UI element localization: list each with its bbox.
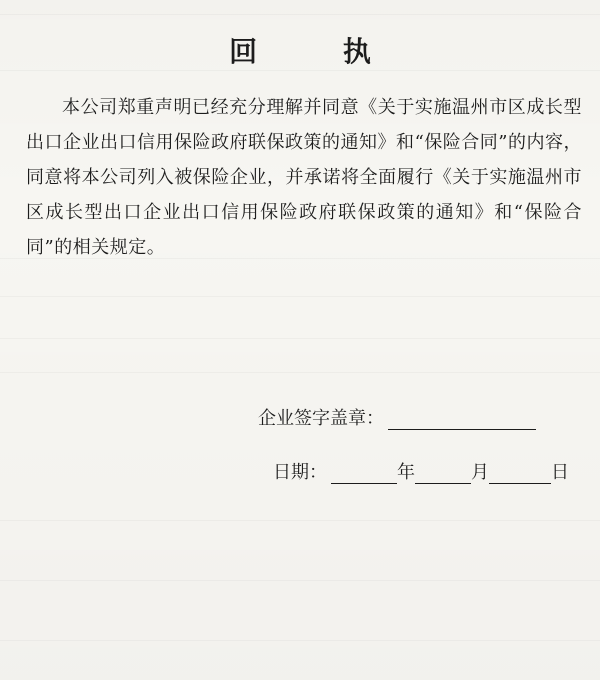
page-title: 回 执 <box>229 35 409 68</box>
year-blank <box>331 463 397 484</box>
day-label: 日 <box>551 462 569 483</box>
signature-blank <box>388 409 536 430</box>
signature-label: 企业签字盖章： <box>258 408 384 429</box>
declaration-paragraph: 本公司郑重声明已经充分理解并同意《关于实施温州市区成长型出口企业出口信用保险政府联保政策的通知》和“保险合同”的内容，同意将本公司列入被保险企业，并承诺将全面履行《关于实施温州市区成长型出口企业出口信用保险政府联保政策的通知》和“保险合同”的相关规定。 <box>26 97 582 258</box>
month-blank <box>415 463 471 484</box>
month-label: 月 <box>471 462 489 483</box>
date-label: 日期： <box>273 462 327 483</box>
signature-row <box>258 404 536 430</box>
date-row <box>273 458 569 484</box>
year-label: 年 <box>397 462 415 483</box>
day-blank <box>489 463 551 484</box>
